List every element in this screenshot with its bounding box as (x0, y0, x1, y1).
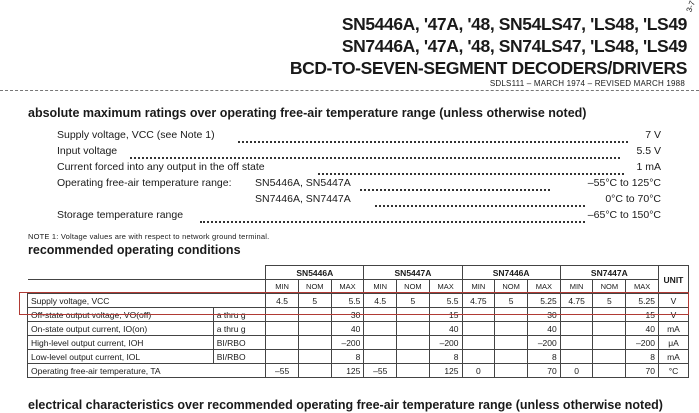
param-value (298, 350, 331, 364)
page-mark: 3-7 (685, 0, 698, 14)
param-value: –55 (266, 364, 299, 378)
min-header: MIN (462, 280, 495, 294)
param-name: Low-level output current, IOL (28, 350, 214, 364)
param-value (593, 350, 626, 364)
part-numbers-54: SN5446A, '47A, '48, SN54LS47, 'LS48, 'LS49 (341, 14, 687, 34)
param-value (593, 336, 626, 350)
param-value: 125 (429, 364, 462, 378)
param-value: 4.75 (462, 294, 495, 308)
param-value (364, 322, 397, 336)
param-value (560, 336, 593, 350)
roc-section-title: recommended operating conditions (28, 243, 241, 257)
nom-header: NOM (495, 280, 528, 294)
param-value: –200 (331, 336, 364, 350)
param-value: –200 (626, 336, 659, 350)
param-value: 40 (626, 322, 659, 336)
param-value: 125 (331, 364, 364, 378)
max-header: MAX (626, 280, 659, 294)
param-value (397, 336, 430, 350)
param-value: 0 (560, 364, 593, 378)
nom-header: NOM (397, 280, 430, 294)
amr-value: 7 V (645, 129, 661, 141)
param-value: 30 (331, 308, 364, 322)
param-value: 4.5 (266, 294, 299, 308)
param-value (298, 322, 331, 336)
part-numbers-74: SN7446A, '47A, '48, SN74LS47, 'LS48, 'LS49 (341, 36, 687, 56)
param-unit: mA (658, 322, 688, 336)
max-header: MAX (429, 280, 462, 294)
param-name: High-level output current, IOH (28, 336, 214, 350)
roc-table-row (28, 336, 689, 350)
param-value: 8 (626, 350, 659, 364)
param-value (560, 322, 593, 336)
nom-header: NOM (593, 280, 626, 294)
roc-table-row (28, 322, 689, 336)
param-value: 70 (626, 364, 659, 378)
param-value (462, 336, 495, 350)
param-value: 5 (593, 294, 626, 308)
ec-section-title: electrical characteristics over recommended operating free-air temperature range (unless otherwise noted) (28, 398, 663, 412)
amr-value: 5.5 V (636, 145, 661, 157)
param-value (397, 364, 430, 378)
nom-header: NOM (298, 280, 331, 294)
param-value: 15 (429, 308, 462, 322)
param-value (266, 322, 299, 336)
param-value: 70 (528, 364, 561, 378)
param-value (298, 336, 331, 350)
roc-device-header-row (28, 266, 689, 280)
min-header: MIN (266, 280, 299, 294)
leader-dots (200, 211, 585, 223)
roc-table-row (28, 350, 689, 364)
pin-name: BI/RBO (213, 336, 266, 350)
pin-name: a thru g (213, 322, 266, 336)
leader-dots (130, 147, 620, 159)
param-name: On-state output current, IO(on) (28, 322, 214, 336)
param-unit: μA (658, 336, 688, 350)
amr-label: Supply voltage, VCC (see Note 1) (57, 129, 215, 141)
amr-label: Operating free-air temperature range: (57, 177, 232, 189)
amr-label: Input voltage (57, 145, 118, 157)
param-value: 8 (429, 350, 462, 364)
param-value (495, 322, 528, 336)
param-value: 40 (429, 322, 462, 336)
amr-label: Current forced into any output in the off state (57, 161, 265, 173)
param-value: 40 (331, 322, 364, 336)
param-value (495, 336, 528, 350)
param-value (560, 350, 593, 364)
amr-value: –55°C to 125°C (587, 177, 661, 189)
param-value (593, 322, 626, 336)
param-value: 5 (298, 294, 331, 308)
param-unit: °C (658, 364, 688, 378)
header-divider (0, 90, 699, 91)
param-unit: V (658, 294, 688, 308)
amr-note: NOTE 1: Voltage values are with respect to network ground terminal. (28, 232, 270, 241)
param-value (593, 364, 626, 378)
leader-dots (238, 131, 628, 143)
unit-header: UNIT (658, 266, 688, 294)
param-value: –55 (364, 364, 397, 378)
amr-value: 0°C to 70°C (605, 193, 661, 205)
param-value (364, 336, 397, 350)
param-value: 5 (397, 294, 430, 308)
param-value: 8 (528, 350, 561, 364)
amr-value: 1 mA (636, 161, 661, 173)
param-value: 5.25 (528, 294, 561, 308)
param-value: –200 (528, 336, 561, 350)
param-unit: V (658, 308, 688, 322)
device-header: SN7446A (462, 266, 560, 280)
device-header: SN7447A (560, 266, 658, 280)
roc-table-row (28, 364, 689, 378)
param-value (298, 364, 331, 378)
param-value: 4.5 (364, 294, 397, 308)
param-value (462, 350, 495, 364)
amr-value: –65°C to 150°C (587, 209, 661, 221)
param-value: 15 (626, 308, 659, 322)
max-header: MAX (331, 280, 364, 294)
min-header: MIN (364, 280, 397, 294)
param-name: Supply voltage, VCC (28, 294, 266, 308)
pin-name: a thru g (213, 308, 266, 322)
param-value (397, 322, 430, 336)
param-value: 5.25 (626, 294, 659, 308)
leader-dots (375, 195, 585, 207)
amr-sublabel: SN7446A, SN7447A (255, 193, 351, 205)
param-name: Operating free-air temperature, TA (28, 364, 266, 378)
device-header: SN5447A (364, 266, 462, 280)
amr-section-title: absolute maximum ratings over operating free-air temperature range (unless otherwise noted) (28, 106, 587, 120)
param-value (364, 350, 397, 364)
amr-label: Storage temperature range (57, 209, 184, 221)
amr-sublabel: SN5446A, SN5447A (255, 177, 351, 189)
param-value: 40 (528, 322, 561, 336)
param-value (266, 350, 299, 364)
param-name: Off-state output voltage, VO(off) (28, 308, 214, 322)
param-value: 8 (331, 350, 364, 364)
param-value (462, 322, 495, 336)
leader-dots (360, 179, 550, 191)
supply-voltage-highlight (19, 292, 689, 315)
param-value: 5 (495, 294, 528, 308)
max-header: MAX (528, 280, 561, 294)
leader-dots (318, 163, 624, 175)
document-title: BCD-TO-SEVEN-SEGMENT DECODERS/DRIVERS (289, 58, 687, 78)
param-value: 5.5 (429, 294, 462, 308)
param-value: 5.5 (331, 294, 364, 308)
param-value: 0 (462, 364, 495, 378)
roc-table (27, 265, 689, 378)
param-value (495, 350, 528, 364)
min-header: MIN (560, 280, 593, 294)
pin-name: BI/RBO (213, 350, 266, 364)
roc-blank-header (28, 266, 266, 280)
document-revision: SDLS111 – MARCH 1974 – REVISED MARCH 1988 (489, 79, 685, 88)
param-value: 4.75 (560, 294, 593, 308)
param-value (495, 364, 528, 378)
param-value: 30 (528, 308, 561, 322)
param-value: –200 (429, 336, 462, 350)
device-header: SN5446A (266, 266, 364, 280)
param-value (266, 336, 299, 350)
param-value (397, 350, 430, 364)
param-unit: mA (658, 350, 688, 364)
